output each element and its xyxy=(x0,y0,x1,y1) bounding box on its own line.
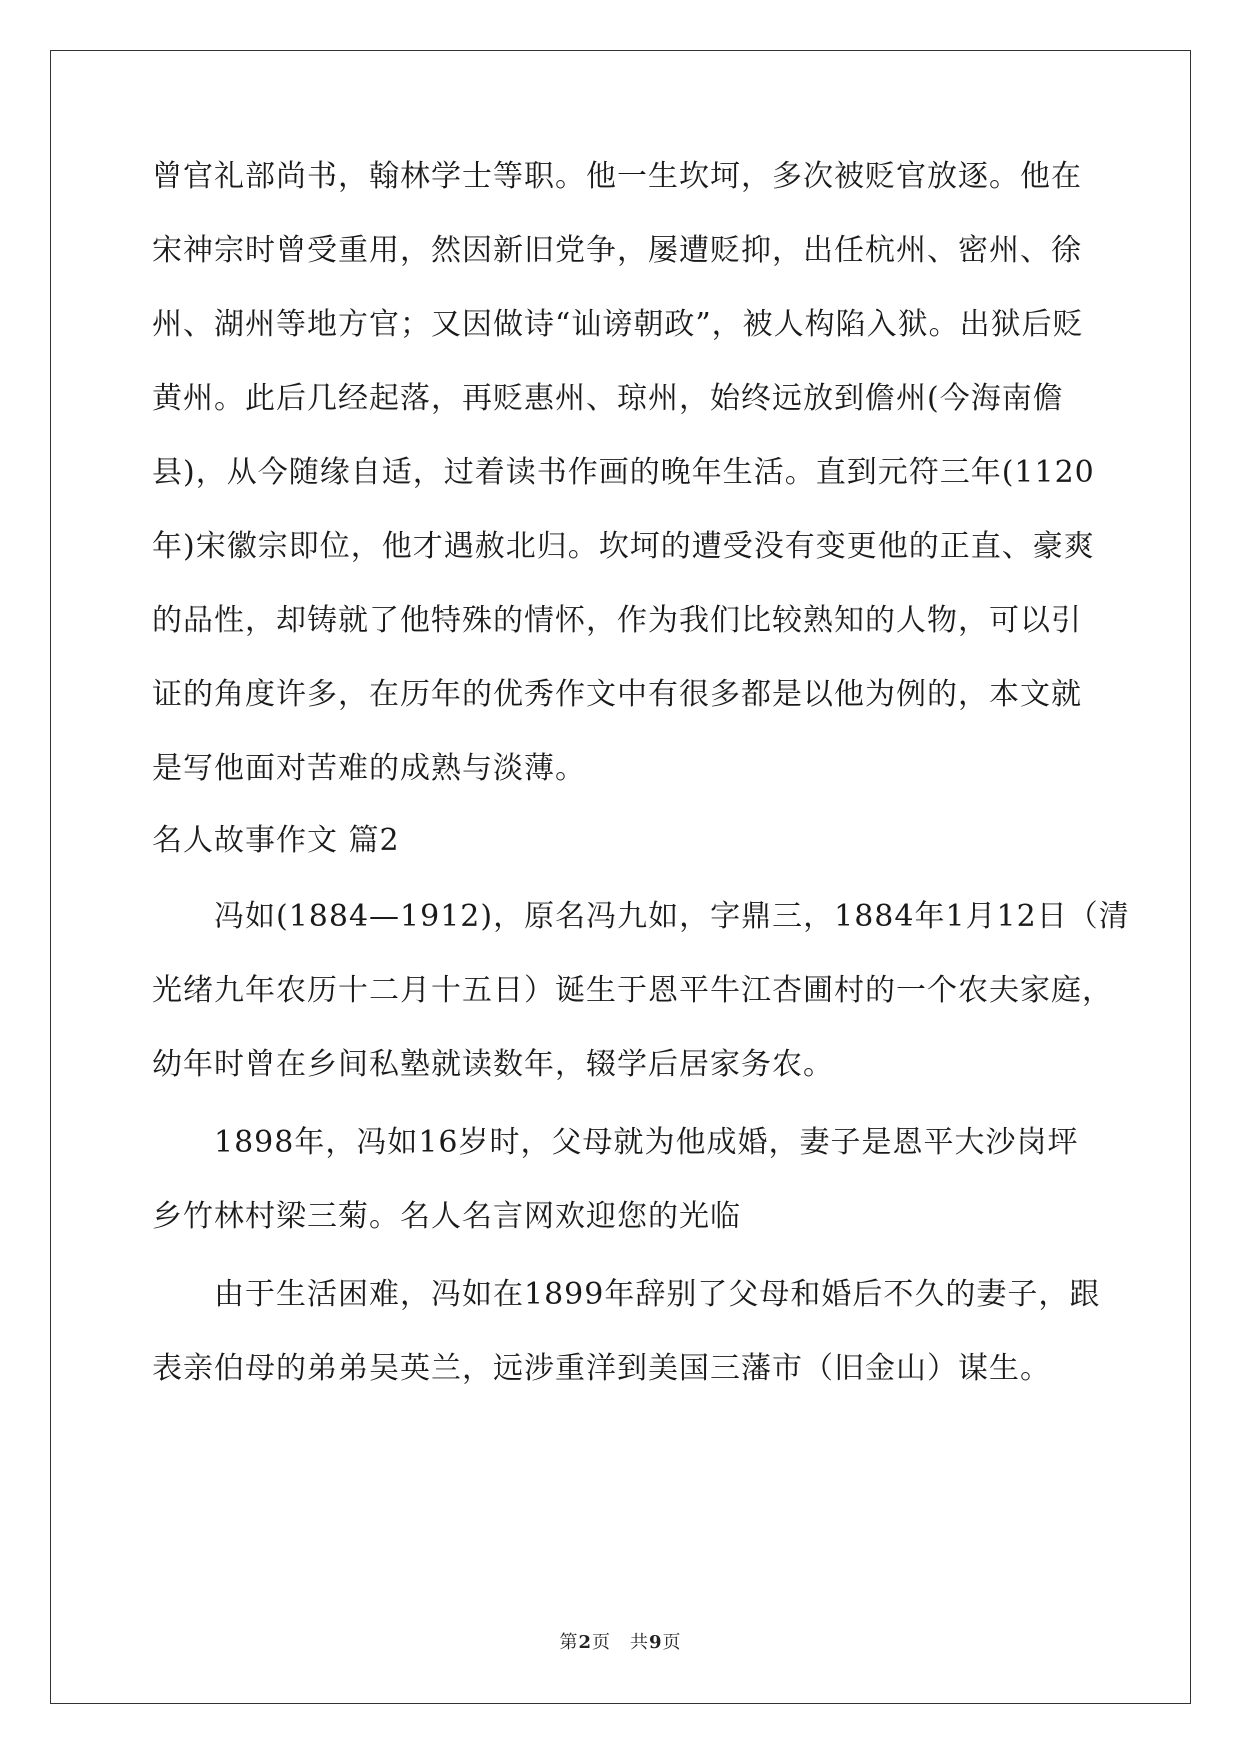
footer-prefix: 第 xyxy=(559,1632,579,1653)
paragraph-line: 宋神宗时曾受重用，然因新旧党争，屡遭贬抑，出任杭州、密州、徐 xyxy=(152,233,1082,268)
paragraph-line: 乡竹林村梁三菊。名人名言网欢迎您的光临 xyxy=(152,1199,741,1234)
paragraph-line: 证的角度许多，在历年的优秀作文中有很多都是以他为例的，本文就 xyxy=(152,677,1082,712)
paragraph-line: 是写他面对苦难的成熟与淡薄。 xyxy=(152,751,586,786)
paragraph-line: 光绪九年农历十二月十五日）诞生于恩平牛江杏圃村的一个农夫家庭， xyxy=(152,973,1113,1008)
footer-middle: 页 共 xyxy=(592,1632,649,1653)
page-border xyxy=(50,50,1191,1704)
paragraph-line: 幼年时曾在乡间私塾就读数年，辍学后居家务农。 xyxy=(152,1047,834,1082)
footer-suffix: 页 xyxy=(662,1632,682,1653)
paragraph-line: 黄州。此后几经起落，再贬惠州、琼州，始终远放到儋州(今海南儋 xyxy=(152,381,1064,416)
page-footer xyxy=(0,1628,1241,1654)
paragraph-line: 冯如(1884—1912)，原名冯九如，字鼎三，1884年1月12日（清 xyxy=(214,899,1130,934)
current-page-number: 2 xyxy=(578,1632,592,1653)
paragraph-line: 县)，从今随缘自适，过着读书作画的晚年生活。直到元符三年(1120 xyxy=(152,455,1095,490)
paragraph-line: 的品性，却铸就了他特殊的情怀，作为我们比较熟知的人物，可以引 xyxy=(152,603,1082,638)
paragraph-line: 由于生活困难，冯如在1899年辞别了父母和婚后不久的妻子，跟 xyxy=(214,1277,1101,1312)
paragraph-line: 州、湖州等地方官；又因做诗“讪谤朝政”，被人构陷入狱。出狱后贬 xyxy=(152,307,1084,342)
paragraph-line: 年)宋徽宗即位，他才遇赦北归。坎坷的遭受没有变更他的正直、豪爽 xyxy=(152,529,1095,564)
section-heading: 名人故事作文 篇2 xyxy=(152,823,400,858)
paragraph-line: 曾官礼部尚书，翰林学士等职。他一生坎坷，多次被贬官放逐。他在 xyxy=(152,159,1082,194)
total-pages-number: 9 xyxy=(649,1632,663,1653)
paragraph-line: 1898年，冯如16岁时，父母就为他成婚，妻子是恩平大沙岗坪 xyxy=(214,1125,1079,1160)
paragraph-line: 表亲伯母的弟弟吴英兰，远涉重洋到美国三藩市（旧金山）谋生。 xyxy=(152,1351,1051,1386)
